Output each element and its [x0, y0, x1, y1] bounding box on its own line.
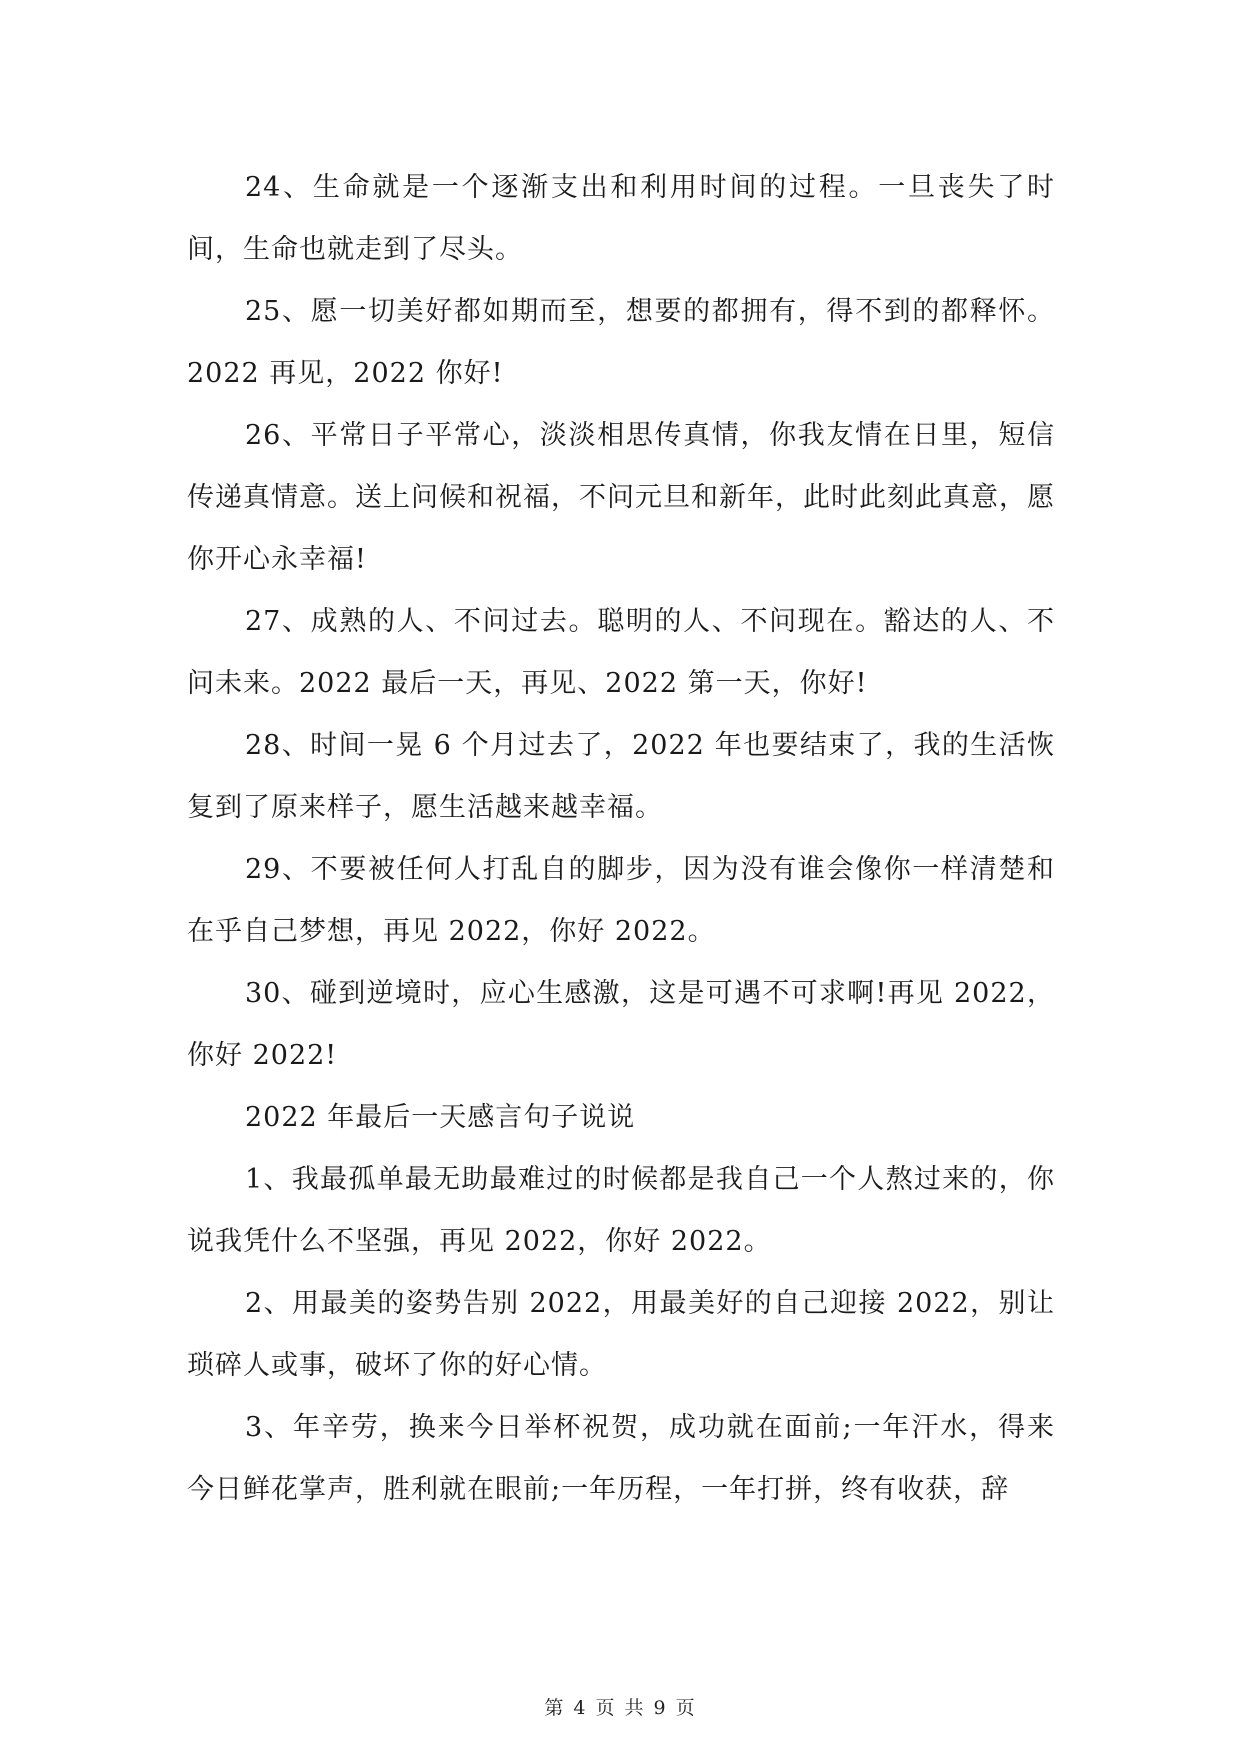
- paragraph-28: 28、时间一晃 6 个月过去了，2022 年也要结束了，我的生活恢复到了原来样子，愿生活越来越幸福。: [187, 730, 1055, 823]
- paragraph-26: 26、平常日子平常心，淡淡相思传真情，你我友情在日里，短信传递真情意。送上问候和祝福，不问元旦和新年，此时此刻此真意，愿你开心永幸福!: [187, 420, 1055, 575]
- paragraph-24: 24、生命就是一个逐渐支出和利用时间的过程。一旦丧失了时间，生命也就走到了尽头。: [187, 172, 1055, 265]
- paragraph-2: 2、用最美的姿势告别 2022，用最美好的自己迎接 2022，别让琐碎人或事，破坏了你的好心情。: [187, 1288, 1055, 1381]
- page-number-footer: 第 4 页 共 9 页: [544, 1697, 697, 1719]
- section-heading: 2022 年最后一天感言句子说说: [245, 1102, 636, 1133]
- paragraph-25: 25、愿一切美好都如期而至，想要的都拥有，得不到的都释怀。2022 再见，2022 你好!: [187, 296, 1055, 389]
- paragraph-29: 29、不要被任何人打乱自的脚步，因为没有谁会像你一样清楚和在乎自己梦想，再见 2022，你好 2022。: [187, 854, 1055, 947]
- paragraph-1: 1、我最孤单最无助最难过的时候都是我自己一个人熬过来的，你说我凭什么不坚强，再见 2022，你好 2022。: [187, 1164, 1055, 1257]
- paragraph-3: 3、年辛劳，换来今日举杯祝贺，成功就在面前;一年汗水，得来今日鲜花掌声，胜利就在眼前;一年历程，一年打拼，终有收获，辞: [187, 1412, 1055, 1505]
- page-body: [187, 157, 1055, 1521]
- paragraph-30: 30、碰到逆境时，应心生感激，这是可遇不可求啊!再见 2022，你好 2022!: [187, 978, 1055, 1071]
- paragraph-27: 27、成熟的人、不问过去。聪明的人、不问现在。豁达的人、不问未来。2022 最后一天，再见、2022 第一天，你好!: [187, 606, 1055, 699]
